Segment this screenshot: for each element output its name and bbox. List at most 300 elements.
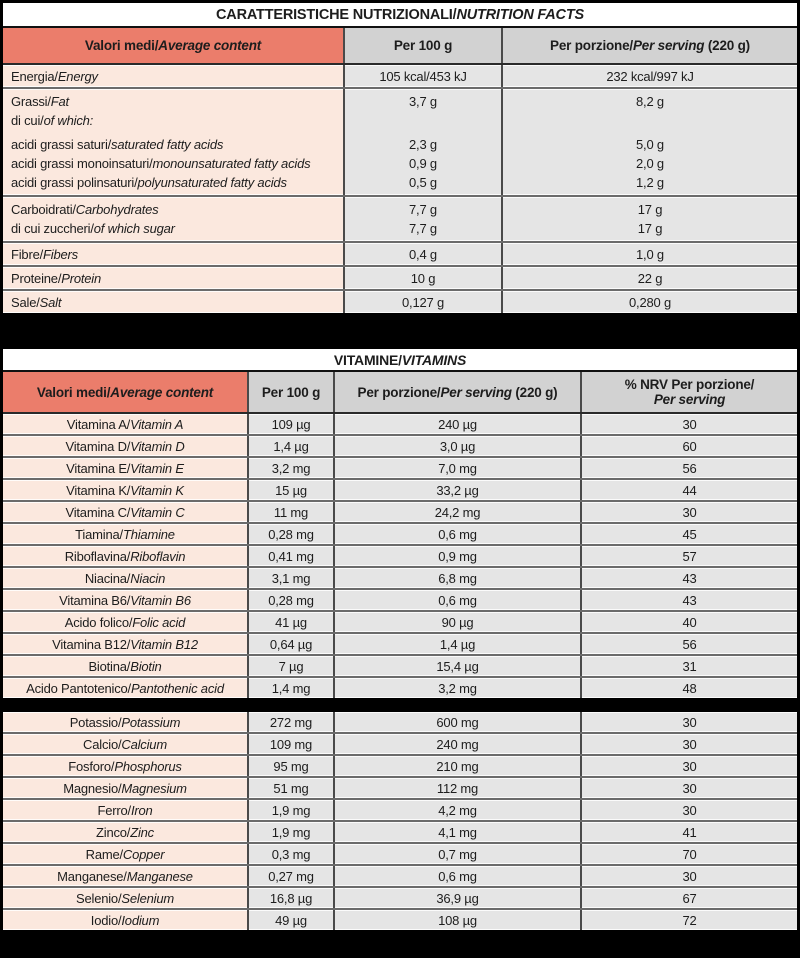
value-line: 1,9 mg	[271, 802, 311, 818]
header-per-serving	[501, 28, 797, 63]
nrv-value	[580, 844, 797, 864]
label-line	[3, 92, 343, 111]
value-line: 30	[682, 802, 697, 818]
row-label	[3, 436, 247, 456]
value-line: 0,280 g	[629, 294, 671, 310]
label-english: Phosphorus	[114, 758, 182, 774]
value-per-serving	[333, 844, 580, 864]
label-italian: Vitamina B6/	[59, 592, 131, 608]
vitamin-row	[3, 544, 797, 566]
value-line: 0,28 mg	[268, 592, 314, 608]
value-per-100g	[247, 502, 333, 522]
nutrition-rows-body	[3, 65, 797, 313]
nrv-value	[580, 524, 797, 544]
label-italian: Manganese/	[57, 868, 127, 884]
value-line	[503, 111, 797, 130]
mineral-row	[3, 798, 797, 820]
label-italian: Vitamina C/	[65, 504, 131, 520]
label-english: Vitamin B6	[130, 592, 191, 608]
value-line: 56	[682, 460, 697, 476]
value-line: 2,0 g	[636, 156, 664, 171]
value-line: 36,9 µg	[436, 890, 479, 906]
row-label	[3, 734, 247, 754]
value-per-serving	[333, 634, 580, 654]
label-italian: Zinco/	[96, 824, 131, 840]
value-per-100g	[247, 756, 333, 776]
value-per-100g	[247, 414, 333, 434]
nutrition-header-row	[3, 28, 797, 65]
header-per-serving	[333, 372, 580, 412]
nutrition-row	[3, 241, 797, 265]
value-line: 232 kcal/997 kJ	[606, 68, 694, 84]
minerals-divider-band	[3, 698, 797, 712]
value-per-serving	[333, 778, 580, 798]
value-per-100g	[343, 65, 501, 87]
value-line: 7,7 g	[409, 221, 437, 236]
value-per-100g	[247, 678, 333, 698]
value-line: 11 mg	[273, 504, 309, 520]
label-line	[3, 293, 343, 312]
header-serving-line	[358, 385, 558, 400]
value-per-100g	[247, 590, 333, 610]
label-line	[3, 911, 247, 930]
nrv-value	[580, 822, 797, 842]
value-line: 31	[682, 658, 697, 674]
label-line	[3, 503, 247, 522]
value-per-serving	[501, 243, 797, 265]
row-label	[3, 502, 247, 522]
value-line: 3,0 µg	[439, 438, 476, 454]
mineral-rows-body	[3, 712, 797, 930]
value-per-100g	[247, 800, 333, 820]
label-english: saturated fatty acids	[111, 137, 224, 152]
row-label	[3, 458, 247, 478]
nrv-value	[580, 756, 797, 776]
label-english: Riboflavin	[130, 548, 186, 564]
nrv-value	[580, 888, 797, 908]
row-label	[3, 197, 343, 241]
value-per-serving	[501, 291, 797, 313]
value-per-100g	[247, 712, 333, 732]
label-line	[3, 219, 343, 238]
value-line: 1,4 µg	[273, 438, 309, 454]
label-italian: Acido Pantotenico/	[26, 680, 131, 696]
value-line: 44	[682, 482, 697, 498]
value-line: 57	[682, 548, 697, 564]
nrv-value	[580, 414, 797, 434]
value-line: 45	[682, 526, 697, 542]
label-line	[3, 889, 247, 908]
row-label	[3, 267, 343, 289]
value-per-serving	[333, 910, 580, 930]
value-per-100g	[343, 243, 501, 265]
header-serving-line	[550, 38, 750, 53]
nrv-value	[580, 502, 797, 522]
mineral-row	[3, 908, 797, 930]
value-line: 41 µg	[275, 614, 307, 630]
value-line: 30	[682, 714, 697, 730]
value-line: 43	[682, 592, 697, 608]
value-line: 0,27 mg	[268, 868, 314, 884]
label-line	[3, 679, 247, 698]
vitamin-row	[3, 500, 797, 522]
label-english: Folic acid	[132, 614, 186, 630]
title-english: NUTRITION FACTS	[456, 6, 584, 23]
value-line: 0,28 mg	[268, 526, 314, 542]
mineral-row	[3, 776, 797, 798]
value-per-serving	[333, 678, 580, 698]
mineral-row	[3, 886, 797, 908]
label-english: Protein	[61, 270, 102, 286]
value-line: 210 mg	[436, 758, 479, 774]
label-english: Iron	[130, 802, 153, 818]
label-english: Thiamine	[122, 526, 175, 542]
value-line: 60	[682, 438, 697, 454]
nrv-value	[580, 568, 797, 588]
title-italian: VITAMINE/	[333, 351, 402, 368]
header-nrv-line2	[654, 392, 725, 407]
label-italian: acidi grassi polinsaturi/	[11, 175, 138, 190]
value-line: 30	[682, 758, 697, 774]
header-nrv-per-serving	[580, 372, 797, 412]
value-line: 0,41 mg	[268, 548, 314, 564]
row-label	[3, 89, 343, 195]
nrv-value	[580, 612, 797, 632]
row-label	[3, 712, 247, 732]
value-line: 70	[682, 846, 697, 862]
value-per-serving	[333, 436, 580, 456]
value-line: 3,2 mg	[438, 680, 477, 696]
value-per-serving	[333, 800, 580, 820]
value-per-serving	[333, 612, 580, 632]
value-per-serving	[333, 546, 580, 566]
value-per-100g	[343, 291, 501, 313]
label-english: Vitamin E	[130, 460, 184, 476]
vitamin-row	[3, 632, 797, 654]
header-label-english: Average content	[110, 384, 214, 400]
label-line	[3, 437, 247, 456]
nrv-value	[580, 678, 797, 698]
value-line: 1,4 mg	[271, 680, 311, 696]
label-english: Vitamin D	[130, 438, 185, 454]
nrv-value	[580, 634, 797, 654]
value-per-serving	[333, 480, 580, 500]
label-english: Potassium	[121, 714, 181, 730]
vitamin-row	[3, 676, 797, 698]
label-italian: di cui zuccheri/	[11, 221, 94, 236]
row-label	[3, 414, 247, 434]
label-english: Magnesium	[121, 780, 187, 796]
label-line	[3, 735, 247, 754]
value-line: 6,8 mg	[438, 570, 477, 586]
label-italian: Sale/	[11, 294, 40, 310]
label-line	[3, 657, 247, 676]
value-per-serving	[333, 822, 580, 842]
header-serving-italian: Per porzione/	[550, 38, 633, 53]
nutrition-row	[3, 87, 797, 195]
label-line	[3, 713, 247, 732]
label-english: Biotin	[130, 658, 162, 674]
value-line: 0,4 g	[409, 246, 437, 262]
value-per-serving	[333, 458, 580, 478]
value-per-serving	[333, 414, 580, 434]
bottom-black-band	[0, 933, 800, 958]
label-italian: Acido folico/	[64, 614, 133, 630]
value-line: 90 µg	[441, 614, 474, 630]
label-italian: acidi grassi saturi/	[11, 137, 112, 152]
row-label	[3, 243, 343, 265]
value-per-serving	[501, 89, 797, 195]
label-italian: Vitamina A/	[66, 416, 131, 432]
value-per-serving	[501, 65, 797, 87]
value-line: 33,2 µg	[436, 482, 479, 498]
nrv-value	[580, 458, 797, 478]
value-line: 0,64 µg	[269, 636, 313, 652]
header-serving-italian: Per porzione/	[357, 384, 441, 400]
vitamins-table	[0, 346, 800, 933]
label-line	[3, 481, 247, 500]
label-line	[3, 867, 247, 886]
header-label-line	[85, 38, 261, 53]
label-english: Manganese	[126, 868, 193, 884]
value-line: 40	[682, 614, 697, 630]
value-line: 24,2 mg	[434, 504, 481, 520]
label-italian: Carboidrati/	[11, 202, 76, 217]
vitamin-row	[3, 478, 797, 500]
vitamins-title	[3, 349, 797, 372]
label-line	[3, 635, 247, 654]
label-english: polyunsaturated fatty acids	[137, 175, 287, 190]
value-per-serving	[333, 524, 580, 544]
black-divider-band	[0, 316, 800, 346]
value-line: 3,7 g	[409, 94, 437, 109]
nrv-value	[580, 734, 797, 754]
row-label	[3, 568, 247, 588]
label-line	[3, 525, 247, 544]
value-line: 30	[682, 504, 697, 520]
label-italian: Fibre/	[11, 246, 44, 262]
mineral-row	[3, 732, 797, 754]
value-per-serving	[333, 712, 580, 732]
label-italian: Magnesio/	[63, 780, 122, 796]
row-label	[3, 866, 247, 886]
value-per-serving	[333, 656, 580, 676]
value-per-serving	[333, 590, 580, 610]
value-line: 1,9 mg	[271, 824, 311, 840]
value-line: 22 g	[637, 270, 663, 286]
value-line: 72	[682, 912, 697, 928]
label-english: Fat	[50, 94, 69, 109]
label-english: Vitamin C	[130, 504, 185, 520]
label-english: Vitamin A	[130, 416, 184, 432]
label-italian: Potassio/	[69, 714, 122, 730]
row-label	[3, 778, 247, 798]
value-line: 0,127 g	[402, 294, 444, 310]
label-line	[3, 845, 247, 864]
label-line	[3, 569, 247, 588]
nrv-value	[580, 590, 797, 610]
header-per-100g: Per 100 g	[247, 372, 333, 412]
value-line: 41	[682, 824, 697, 840]
value-line: 109 µg	[271, 416, 311, 432]
label-line	[3, 245, 343, 264]
label-english: Calcium	[121, 736, 167, 752]
value-line: 0,9 mg	[438, 548, 477, 564]
label-line	[3, 67, 343, 86]
value-per-100g	[247, 656, 333, 676]
value-line: 1,4 µg	[439, 636, 476, 652]
mineral-row	[3, 864, 797, 886]
row-label	[3, 800, 247, 820]
label-italian: Riboflavina/	[64, 548, 131, 564]
header-nrv-line2-text: Per serving	[653, 392, 726, 407]
value-line: 7,7 g	[409, 202, 437, 217]
value-per-100g	[247, 778, 333, 798]
value-line: 3,2 mg	[271, 460, 311, 476]
row-label	[3, 546, 247, 566]
label-italian: Tiamina/	[75, 526, 123, 542]
value-line: 7,0 mg	[438, 460, 477, 476]
vitamin-row	[3, 414, 797, 434]
header-serving-suffix: (220 g)	[511, 384, 558, 400]
value-line: 240 mg	[436, 736, 479, 752]
value-line: 0,9 g	[409, 156, 437, 171]
row-label	[3, 480, 247, 500]
label-english: Selenium	[121, 890, 174, 906]
nutrition-row	[3, 265, 797, 289]
header-per-100g: Per 100 g	[343, 28, 501, 63]
header-nrv-line1: % NRV Per porzione/	[624, 377, 755, 392]
row-label	[3, 756, 247, 776]
row-label	[3, 634, 247, 654]
value-line	[345, 111, 501, 130]
value-per-100g	[247, 910, 333, 930]
value-line: 0,3 mg	[271, 846, 311, 862]
label-line	[3, 459, 247, 478]
value-line: 2,3 g	[409, 137, 437, 152]
row-label	[3, 524, 247, 544]
label-line	[3, 547, 247, 566]
value-line: 5,0 g	[636, 137, 664, 152]
title-italian: CARATTERISTICHE NUTRIZIONALI/	[216, 6, 457, 23]
label-english: Vitamin K	[130, 482, 184, 498]
label-italian: Selenio/	[76, 890, 122, 906]
nutrition-facts-title	[3, 3, 797, 28]
row-label	[3, 888, 247, 908]
nrv-value	[580, 712, 797, 732]
vitamin-row	[3, 522, 797, 544]
value-per-serving	[501, 197, 797, 241]
value-line: 15 µg	[275, 482, 307, 498]
value-line: 0,5 g	[409, 175, 437, 190]
nrv-value	[580, 436, 797, 456]
label-italian: Biotina/	[88, 658, 131, 674]
label-italian: Proteine/	[11, 270, 62, 286]
vitamin-row	[3, 654, 797, 676]
value-line: 272 mg	[269, 714, 313, 730]
nrv-value	[580, 800, 797, 820]
row-label	[3, 910, 247, 930]
value-line: 30	[682, 780, 697, 796]
value-line: 30	[682, 736, 697, 752]
label-line	[3, 154, 343, 173]
vitamin-row	[3, 434, 797, 456]
value-line: 0,6 mg	[438, 868, 477, 884]
label-english: Copper	[122, 846, 165, 862]
header-average-content	[3, 372, 247, 412]
value-per-100g	[247, 888, 333, 908]
vitamin-row	[3, 588, 797, 610]
label-italian: Ferro/	[97, 802, 131, 818]
value-line: 109 mg	[269, 736, 313, 752]
label-italian: Rame/	[85, 846, 123, 862]
header-serving-english: Per serving	[632, 38, 705, 53]
value-line: 3,1 mg	[271, 570, 311, 586]
label-line	[3, 757, 247, 776]
nrv-value	[580, 866, 797, 886]
value-line: 17 g	[637, 221, 663, 236]
value-line: 8,2 g	[636, 94, 664, 109]
value-per-serving	[333, 866, 580, 886]
value-per-100g	[343, 197, 501, 241]
header-serving-suffix: (220 g)	[704, 38, 750, 53]
value-line: 16,8 µg	[269, 890, 313, 906]
value-line: 0,7 mg	[438, 846, 477, 862]
value-per-100g	[247, 546, 333, 566]
nutrition-row	[3, 65, 797, 87]
label-italian: Vitamina D/	[65, 438, 131, 454]
nrv-value	[580, 910, 797, 930]
value-line: 67	[682, 890, 697, 906]
value-per-100g	[247, 634, 333, 654]
value-line: 1,2 g	[636, 175, 664, 190]
value-per-100g	[247, 612, 333, 632]
value-line: 240 µg	[438, 416, 477, 432]
label-line	[3, 173, 343, 192]
label-english: of which:	[43, 113, 94, 128]
value-per-100g	[343, 267, 501, 289]
label-english: monounsaturated fatty acids	[152, 156, 311, 171]
vitamin-row	[3, 566, 797, 588]
title-english: VITAMINS	[401, 351, 467, 368]
label-english: Vitamin B12	[130, 636, 198, 652]
nutrition-row	[3, 195, 797, 241]
label-italian: Energia/	[11, 68, 58, 84]
value-line: 17 g	[637, 202, 663, 217]
nutrition-facts-table	[0, 0, 800, 316]
nrv-value	[580, 546, 797, 566]
row-label	[3, 678, 247, 698]
value-per-100g	[247, 734, 333, 754]
value-line: 105 kcal/453 kJ	[379, 68, 467, 84]
value-per-serving	[333, 568, 580, 588]
label-english: Iodium	[121, 912, 160, 928]
value-line: 95 mg	[273, 758, 309, 774]
label-italian: Grassi/	[11, 94, 51, 109]
row-label	[3, 656, 247, 676]
row-label	[3, 612, 247, 632]
value-line: 0,6 mg	[438, 526, 477, 542]
row-label	[3, 590, 247, 610]
label-line	[3, 135, 343, 154]
value-line: 112 mg	[436, 780, 479, 796]
value-line: 108 µg	[438, 912, 477, 928]
nrv-value	[580, 480, 797, 500]
value-per-100g	[247, 866, 333, 886]
value-per-100g	[247, 568, 333, 588]
value-line: 1,0 g	[636, 246, 664, 262]
label-italian: Iodio/	[90, 912, 122, 928]
